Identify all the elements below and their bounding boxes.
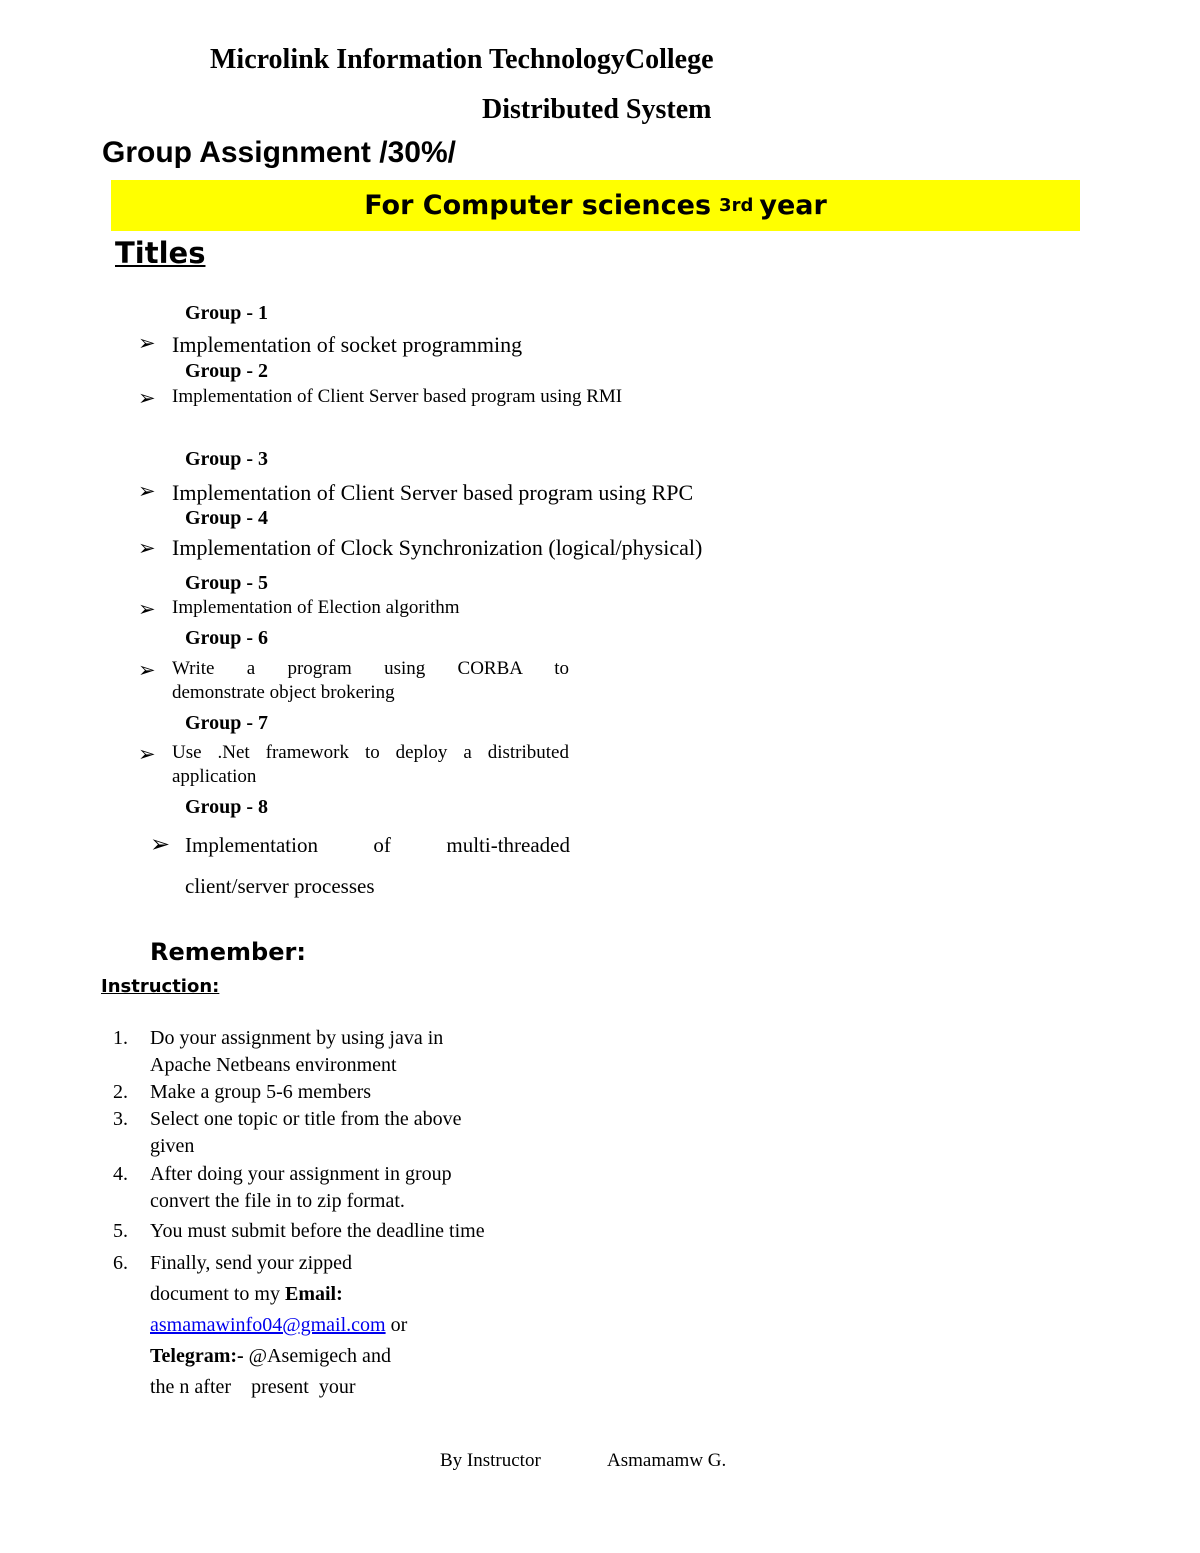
email-line (150, 1314, 407, 1337)
group-topic-cont: application (172, 766, 257, 787)
submission-text: document to my (150, 1283, 280, 1305)
footer-by: By Instructor (440, 1450, 541, 1471)
group-topic-cont: client/server processes (185, 874, 375, 898)
audience-banner (111, 180, 1080, 231)
list-number: 5. (113, 1220, 128, 1242)
arrow-bullet-icon: ➢ (138, 658, 156, 682)
group-topic: Write a program using CORBA to (172, 658, 569, 679)
group-label: Group - 7 (185, 712, 268, 734)
list-number: 4. (113, 1163, 128, 1185)
telegram-handle: @Asemigech and (248, 1345, 391, 1367)
list-number: 6. (113, 1252, 128, 1274)
group-label: Group - 4 (185, 507, 268, 529)
group-label: Group - 2 (185, 360, 268, 382)
group-topic: Implementation of multi-threaded (185, 833, 570, 857)
arrow-bullet-icon: ➢ (138, 597, 156, 621)
instruction-text-cont: convert the file in to zip format. (150, 1190, 405, 1212)
group-label: Group - 6 (185, 627, 268, 649)
group-topic: Use .Net framework to deploy a distributed (172, 742, 569, 763)
remember-heading: Remember: (150, 938, 306, 966)
instruction-text: After doing your assignment in group (150, 1163, 452, 1185)
list-number: 2. (113, 1081, 128, 1103)
submission-last-line: the n after present your (150, 1376, 356, 1398)
email-label: Email: (284, 1283, 343, 1305)
list-number: 1. (113, 1027, 128, 1049)
instruction-heading: Instruction: (101, 976, 220, 997)
group-label: Group - 3 (185, 448, 268, 470)
instruction-text-cont: Apache Netbeans environment (150, 1054, 397, 1076)
email-link[interactable]: asmamawinfo04@gmail.com (150, 1314, 386, 1336)
group-label: Group - 8 (185, 796, 268, 818)
banner-text-end: year (759, 190, 827, 221)
arrow-bullet-icon: ➢ (138, 479, 156, 503)
group-topic-cont: demonstrate object brokering (172, 682, 395, 703)
instruction-text-cont: given (150, 1135, 195, 1157)
arrow-bullet-icon: ➢ (138, 536, 156, 560)
group-topic: Implementation of Client Server based program using RMI (172, 386, 623, 407)
arrow-bullet-icon: ➢ (138, 742, 156, 766)
group-label: Group - 1 (185, 302, 268, 324)
group-label: Group - 5 (185, 572, 268, 594)
instruction-text: You must submit before the deadline time (150, 1220, 485, 1242)
submission-line (150, 1283, 343, 1306)
footer-instructor: Asmamamw G. (607, 1450, 727, 1471)
telegram-line (150, 1345, 391, 1368)
assignment-title: Group Assignment /30%/ (102, 136, 456, 169)
arrow-bullet-icon: ➢ (150, 832, 171, 858)
group-topic: Implementation of Client Server based program using RPC (172, 480, 694, 505)
arrow-bullet-icon: ➢ (138, 331, 156, 355)
telegram-label: Telegram:- (150, 1345, 244, 1367)
banner-superscript: 3rd (719, 195, 754, 216)
instruction-text: Make a group 5-6 members (150, 1081, 372, 1103)
banner-text: For Computer sciences (364, 190, 712, 221)
group-topic: Implementation of socket programming (172, 332, 523, 357)
or-text: or (390, 1314, 408, 1336)
instruction-text: Finally, send your zipped (150, 1252, 353, 1274)
arrow-bullet-icon: ➢ (138, 386, 156, 410)
instruction-text: Select one topic or title from the above (150, 1108, 462, 1130)
titles-heading: Titles (115, 236, 206, 270)
group-topic: Implementation of Election algorithm (172, 597, 460, 618)
group-topic: Implementation of Clock Synchronization (logical/physical) (172, 535, 703, 560)
college-name: Microlink Information TechnologyCollege (210, 44, 714, 75)
instruction-text: Do your assignment by using java in (150, 1027, 444, 1049)
course-title: Distributed System (482, 94, 712, 125)
list-number: 3. (113, 1108, 128, 1130)
